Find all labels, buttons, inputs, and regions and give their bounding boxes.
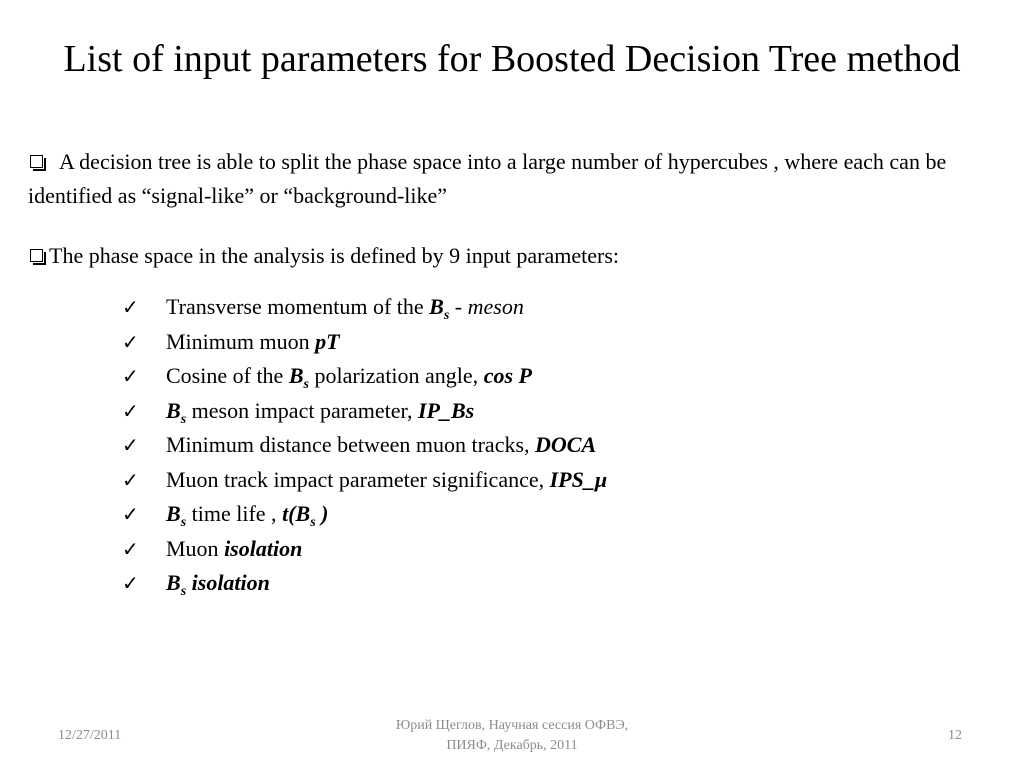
param-subscript: s (443, 308, 450, 323)
param-symbol: B (166, 570, 181, 595)
checkmark-icon: ✓ (122, 433, 139, 457)
param-text: Muon (166, 535, 225, 561)
checkmark-icon: ✓ (122, 398, 139, 423)
param-text: Minimum muon (166, 328, 316, 354)
square-bullet-icon (30, 249, 43, 262)
param-subscript: s (310, 515, 316, 530)
checkmark-icon: ✓ (122, 295, 139, 319)
footer-date: 12/27/2011 (58, 728, 122, 743)
slide-title: List of input parameters for Boosted Decision Tree method (63, 38, 961, 80)
param-text: time life , (186, 501, 283, 526)
param-symbol: B (429, 294, 444, 319)
checkmark-icon: ✓ (122, 536, 139, 561)
footer-author-line2: ПИЯФ, Декабрь, 2011 (446, 738, 578, 753)
bullet-decision-tree-text: A decision tree is able to split the phase space into a large number of hypercubes , where each can be identified as “signal-like” or “background-like” (28, 149, 947, 208)
param-symbol: DOCA (535, 432, 597, 457)
list-item (122, 497, 607, 532)
checkmark-icon: ✓ (122, 467, 139, 492)
checkmark-icon: ✓ (122, 364, 139, 388)
param-symbol: B (166, 397, 181, 423)
list-item (122, 532, 607, 567)
checkmark-icon: ✓ (122, 502, 139, 526)
list-item (122, 290, 607, 325)
list-item (122, 359, 607, 394)
param-subscript: s (180, 411, 187, 427)
param-symbol: isolation (191, 570, 270, 595)
list-item (122, 325, 607, 360)
page-number: 12 (948, 728, 962, 743)
list-item (122, 463, 607, 498)
param-text: meson impact parameter, (186, 397, 418, 423)
list-item (122, 566, 607, 601)
square-bullet-icon (30, 155, 43, 168)
parameter-list (122, 290, 607, 601)
param-subscript: s (180, 515, 187, 530)
footer-author-line1: Юрий Щеглов, Научная сессия ОФВЭ, (395, 718, 629, 733)
bullet-decision-tree (28, 145, 988, 213)
param-text: - (449, 294, 468, 319)
param-symbol: IP_Bs (418, 397, 475, 423)
param-symbol: B (288, 363, 304, 388)
param-symbol: t(B (282, 501, 311, 526)
param-symbol: pT (315, 328, 340, 354)
checkmark-icon: ✓ (122, 571, 139, 595)
bullet-phase-space (28, 239, 988, 273)
param-text: Transverse momentum of the (166, 294, 430, 319)
param-symbol: cos P (483, 363, 532, 388)
param-text: Muon track impact parameter significance, (166, 466, 550, 492)
list-item (122, 428, 607, 463)
param-subscript: s (180, 584, 187, 599)
bullet-phase-space-text: The phase space in the analysis is defined by 9 input parameters: (49, 243, 619, 268)
param-symbol: isolation (224, 535, 303, 561)
param-symbol: ) (315, 501, 329, 526)
param-text: polarization angle, (308, 363, 484, 388)
checkmark-icon: ✓ (122, 329, 139, 354)
param-subscript: s (303, 377, 309, 392)
footer-author (340, 716, 684, 756)
list-item (122, 394, 607, 429)
param-text: Cosine of the (166, 363, 289, 388)
param-emphasis: meson (467, 294, 524, 319)
param-symbol: IPS_μ (549, 466, 608, 492)
param-text: Minimum distance between muon tracks, (166, 432, 536, 457)
param-symbol: B (166, 501, 181, 526)
